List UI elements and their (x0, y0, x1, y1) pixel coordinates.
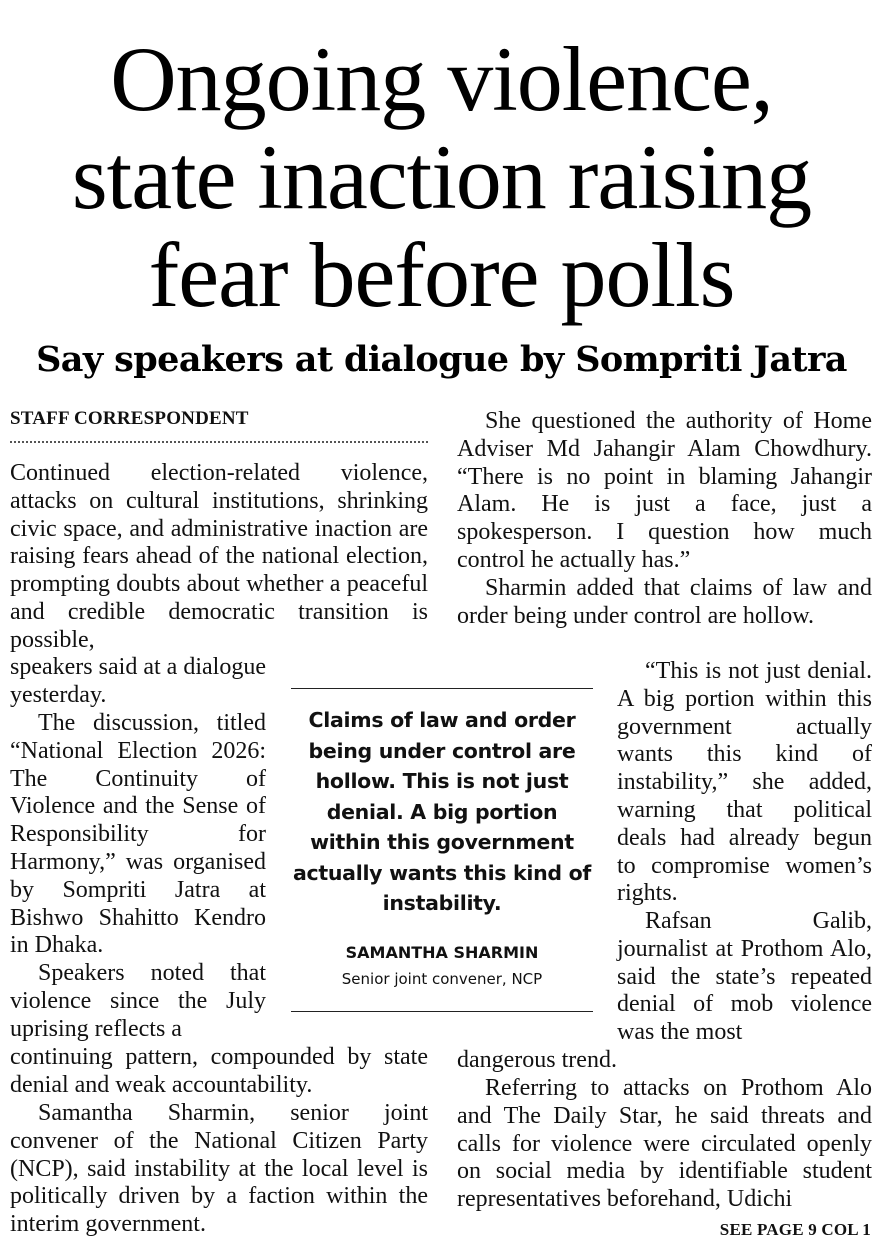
subheadline: Say speakers at dialogue by Sompriti Jatra (36, 339, 847, 380)
left-paragraph-3: Speakers noted that violence since the July uprising reflects a (10, 960, 266, 1042)
pull-quote-attribution-title: Senior joint convener, NCP (341, 970, 543, 988)
pull-quote-text: Claims of law and order being under control are hollow. This is not just denial. A big portion within this government actually wants this kind of instability. (293, 708, 591, 915)
right-paragraph-2: Sharmin added that claims of law and order being under control are hollow. (457, 575, 872, 629)
headline-line-3: fear before polls (148, 224, 735, 326)
byline: STAFF CORRESPONDENT (10, 408, 249, 429)
right-paragraph-5: Referring to attacks on Prothom Alo and The Daily Star, he said threats and calls for violence were circulated openly on social media by identifiable student representatives beforehand, Udichi (457, 1075, 872, 1213)
pull-quote-bottom-rule (291, 1011, 593, 1012)
byline-divider (10, 441, 428, 443)
pull-quote-top-rule (291, 688, 593, 689)
headline-line-1: Ongoing violence, (110, 28, 773, 130)
headline-line-2: state inaction raising (71, 126, 812, 228)
right-paragraph-1: She questioned the authority of Home Adviser Md Jahangir Alam Chowdhury. “There is no point in blaming Jahangir Alam. He is just a face, just a spokesperson. I question how much control he actually has.” (457, 408, 872, 573)
left-paragraph-1-end: speakers said at a dialogue yesterday. (10, 654, 266, 708)
left-paragraph-1: Continued election-related violence, attacks on cultural institutions, shrinking civic space, and administrative inaction are raising fears ahead of the national election, prompting doubts about whether a peaceful and credible democratic transition is possible, (10, 460, 428, 653)
right-paragraph-4: Rafsan Galib, journalist at Prothom Alo, said the state’s repeated denial of mob violence was the most (617, 908, 872, 1046)
left-paragraph-3-end: continuing pattern, compounded by state denial and weak accountability. (10, 1044, 428, 1098)
left-paragraph-2: The discussion, titled “National Election 2026: The Continuity of Violence and the Sense of Responsibility for Harmony,” was organised by Sompriti Jatra at Bishwo Shahitto Kendro in Dhaka. (10, 710, 266, 959)
headline (0, 30, 883, 324)
left-paragraph-4: Samantha Sharmin, senior joint convener of the National Citizen Party (NCP), said instability at the local level is politically driven by a faction within the interim government. (10, 1100, 428, 1238)
right-paragraph-4-end: dangerous trend. (457, 1047, 617, 1073)
pull-quote-attribution-name: SAMANTHA SHARMIN (345, 943, 539, 962)
continuation-note: SEE PAGE 9 COL 1 (719, 1220, 871, 1239)
right-paragraph-3: “This is not just denial. A big portion within this government actually wants this kind of instability,” she added, warning that political deals had already begun to compromise women’s rights. (617, 658, 872, 907)
